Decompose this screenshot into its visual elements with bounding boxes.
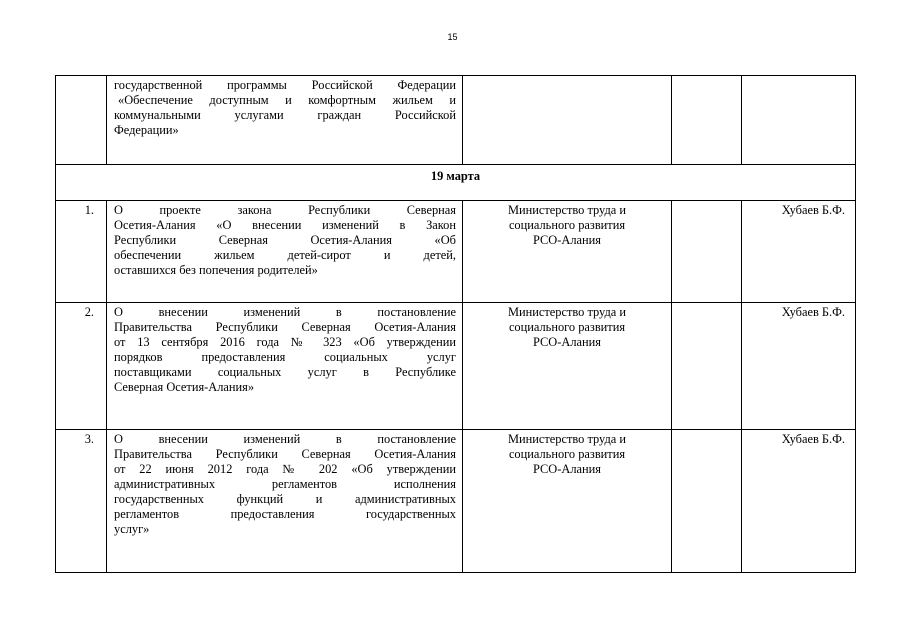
organization-line: социального развития <box>508 447 626 461</box>
row-number: 2. <box>56 303 107 430</box>
table-row <box>56 201 856 303</box>
title-line: О внесении изменений в постановление <box>114 305 456 319</box>
extra-cell <box>672 201 742 303</box>
organization-cell <box>463 430 672 573</box>
table-row-continuation <box>56 76 856 165</box>
title-line: О внесении изменений в постановление <box>114 432 456 446</box>
schedule-table <box>55 75 856 573</box>
organization-line: Министерство труда и <box>507 305 627 319</box>
title-line: Осетия-Алания «О внесении изменений в Закон <box>114 218 456 232</box>
organization-cell <box>463 201 672 303</box>
item-title-cell <box>107 430 463 573</box>
item-title-cell <box>107 303 463 430</box>
title-line: Северная Осетия-Алания» <box>114 380 255 394</box>
date-heading: 19 марта <box>56 165 856 201</box>
title-line: Правительства Республики Северная Осетия-Алания <box>114 320 456 334</box>
title-line: от 13 сентября 2016 года № 323 «Об утверждении <box>114 335 456 349</box>
organization-line: РСО-Алания <box>533 335 601 349</box>
extra-cell <box>672 303 742 430</box>
row-number: 1. <box>56 201 107 303</box>
table-row <box>56 430 856 573</box>
responsible-person: Хубаев Б.Ф. <box>742 303 856 430</box>
title-line: административных регламентов исполнения <box>114 477 456 491</box>
organization-line: социального развития <box>508 218 626 232</box>
title-line: оставшихся без попечения родителей» <box>114 263 318 277</box>
title-line: государственных функций и административных <box>114 492 456 506</box>
row-number: 3. <box>56 430 107 573</box>
page-number: 15 <box>447 32 458 42</box>
table-row <box>56 303 856 430</box>
title-line: государственной программы Российской Федерации <box>114 78 456 92</box>
title-line: Федерации» <box>114 123 179 137</box>
title-line: услуг» <box>114 522 150 536</box>
extra-cell <box>672 76 742 165</box>
responsible-person: Хубаев Б.Ф. <box>742 201 856 303</box>
responsible-person: Хубаев Б.Ф. <box>742 430 856 573</box>
table-row-date <box>56 165 856 201</box>
organization-line: РСО-Алания <box>533 233 601 247</box>
title-line: поставщиками социальных услуг в Республике <box>114 365 456 379</box>
title-line: от 22 июня 2012 года № 202 «Об утверждении <box>114 462 456 476</box>
organization-line: социального развития <box>508 320 626 334</box>
organization-cell <box>463 76 672 165</box>
row-number-cell <box>56 76 107 165</box>
title-line: порядков предоставления социальных услуг <box>114 350 456 364</box>
item-title-cell <box>107 76 463 165</box>
title-line: обеспечении жильем детей-сирот и детей, <box>114 248 456 262</box>
extra-cell <box>672 430 742 573</box>
organization-line: Министерство труда и <box>507 432 627 446</box>
title-line: Республики Северная Осетия-Алания «Об <box>114 233 456 247</box>
title-line: коммунальными услугами граждан Российской <box>114 108 456 122</box>
item-title-cell <box>107 201 463 303</box>
responsible-cell <box>742 76 856 165</box>
title-line: «Обеспечение доступным и комфортным жильем и <box>118 93 456 107</box>
title-line: Правительства Республики Северная Осетия-Алания <box>114 447 456 461</box>
organization-cell <box>463 303 672 430</box>
title-line: О проекте закона Республики Северная <box>114 203 456 217</box>
title-line: регламентов предоставления государственных <box>114 507 456 521</box>
organization-line: РСО-Алания <box>533 462 601 476</box>
organization-line: Министерство труда и <box>507 203 627 217</box>
